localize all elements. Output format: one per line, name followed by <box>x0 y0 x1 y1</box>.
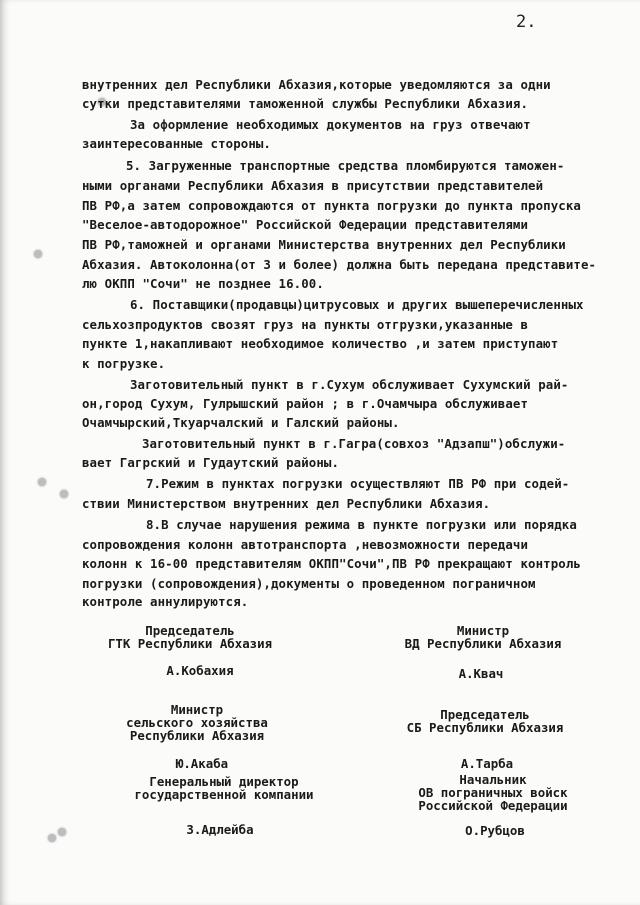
signatory-name: А.Квач <box>458 666 504 681</box>
body-line: сутки представителями таможенной службы Республики Абхазия. <box>82 96 529 111</box>
body-line: Заготовительный пункт в г.Гагра(совхоз "Адзапш")обслужи- <box>142 436 566 451</box>
body-line: ными органами Республики Абхазия в присутствии представителей <box>82 178 544 193</box>
body-line: ствии Министерством внутренних дел Республики Абхазия. <box>82 496 491 511</box>
signatory-name: О.Рубцов <box>465 823 525 838</box>
signatory-title: Председатель ГТК Республики Абхазия <box>107 623 273 651</box>
body-line: Абхазия. Автоколонна(от 3 и более) должна быть передана представите- <box>82 257 597 272</box>
body-line: Очамчырский,Ткуарчалский и Галский районы. <box>82 415 400 430</box>
body-line: внутренних дел Республики Абхазия,которые уведомляются за одни <box>82 77 551 92</box>
body-line: погрузки (сопровождения),документы о проведенном пограничном <box>82 576 536 591</box>
body-line: к погрузке. <box>82 356 166 371</box>
signatory-title: Министр сельского хозяйства Республики Абхазия <box>126 702 268 743</box>
signatory-title: Начальник ОВ пограничных войск Российской Федерации <box>418 772 568 813</box>
body-line: 8.В случае нарушения режима в пункте погрузки или порядка <box>146 517 577 532</box>
body-line: ПВ РФ,а затем сопровождаются от пункта погрузки до пункта пропуска <box>82 198 581 213</box>
signatory-name: А.Тарба <box>460 756 514 771</box>
body-line: лю ОКПП "Сочи" не позднее 16.00. <box>82 276 324 291</box>
signatory-title: Генеральный директор государственной компании <box>134 774 314 802</box>
body-line: сопровождения колонн автотранспорта ,невозможности передачи <box>82 537 529 552</box>
binder-hole-mark <box>48 834 56 842</box>
body-line: За оформление необходимых документов на груз отвечают <box>130 117 531 132</box>
signatory-title: Министр ВД Республики Абхазия <box>404 623 562 651</box>
binder-hole-mark <box>58 828 66 836</box>
body-line: сельхозпродуктов свозят груз на пункты отгрузки,указанные в <box>82 317 529 332</box>
body-line: "Веселое-автодорожное" Российской Федерации представителями <box>82 217 529 232</box>
signatory-name: Ю.Акаба <box>175 756 229 771</box>
signatory-name: А.Кобахия <box>166 663 234 678</box>
body-line: вает Гагрский и Гудаутский районы. <box>82 455 340 470</box>
body-line: пункте 1,накапливают необходимое количество ,и затем приступают <box>82 336 559 351</box>
signatory-name: З.Адлейба <box>186 822 254 837</box>
body-line: он,город Сухум, Гулрышский район ; в г.Очамчыра обслуживает <box>82 396 529 411</box>
body-line: Заготовительный пункт в г.Сухум обслуживает Сухумский рай- <box>130 377 569 392</box>
body-line: ПВ РФ,таможней и органами Министерства внутренних дел Республики <box>82 237 566 252</box>
body-line: контроле аннулируются. <box>82 594 249 609</box>
body-line: 7.Режим в пунктах погрузки осуществляют ПВ РФ при содей- <box>146 476 570 491</box>
body-line: колонн к 16-00 представителям ОКПП"Сочи",ПВ РФ прекращают контроль <box>82 556 581 571</box>
page-number: 2. <box>516 12 537 32</box>
body-line: 5. Загруженные транспортные средства пломбируются таможен- <box>126 158 565 173</box>
body-line: заинтересованные стороны. <box>82 136 271 151</box>
body-line: 6. Поставщики(продавцы)цитрусовых и других вышеперечисленных <box>130 297 584 312</box>
signatory-title: Председатель СБ Республики Абхазия <box>406 707 564 735</box>
